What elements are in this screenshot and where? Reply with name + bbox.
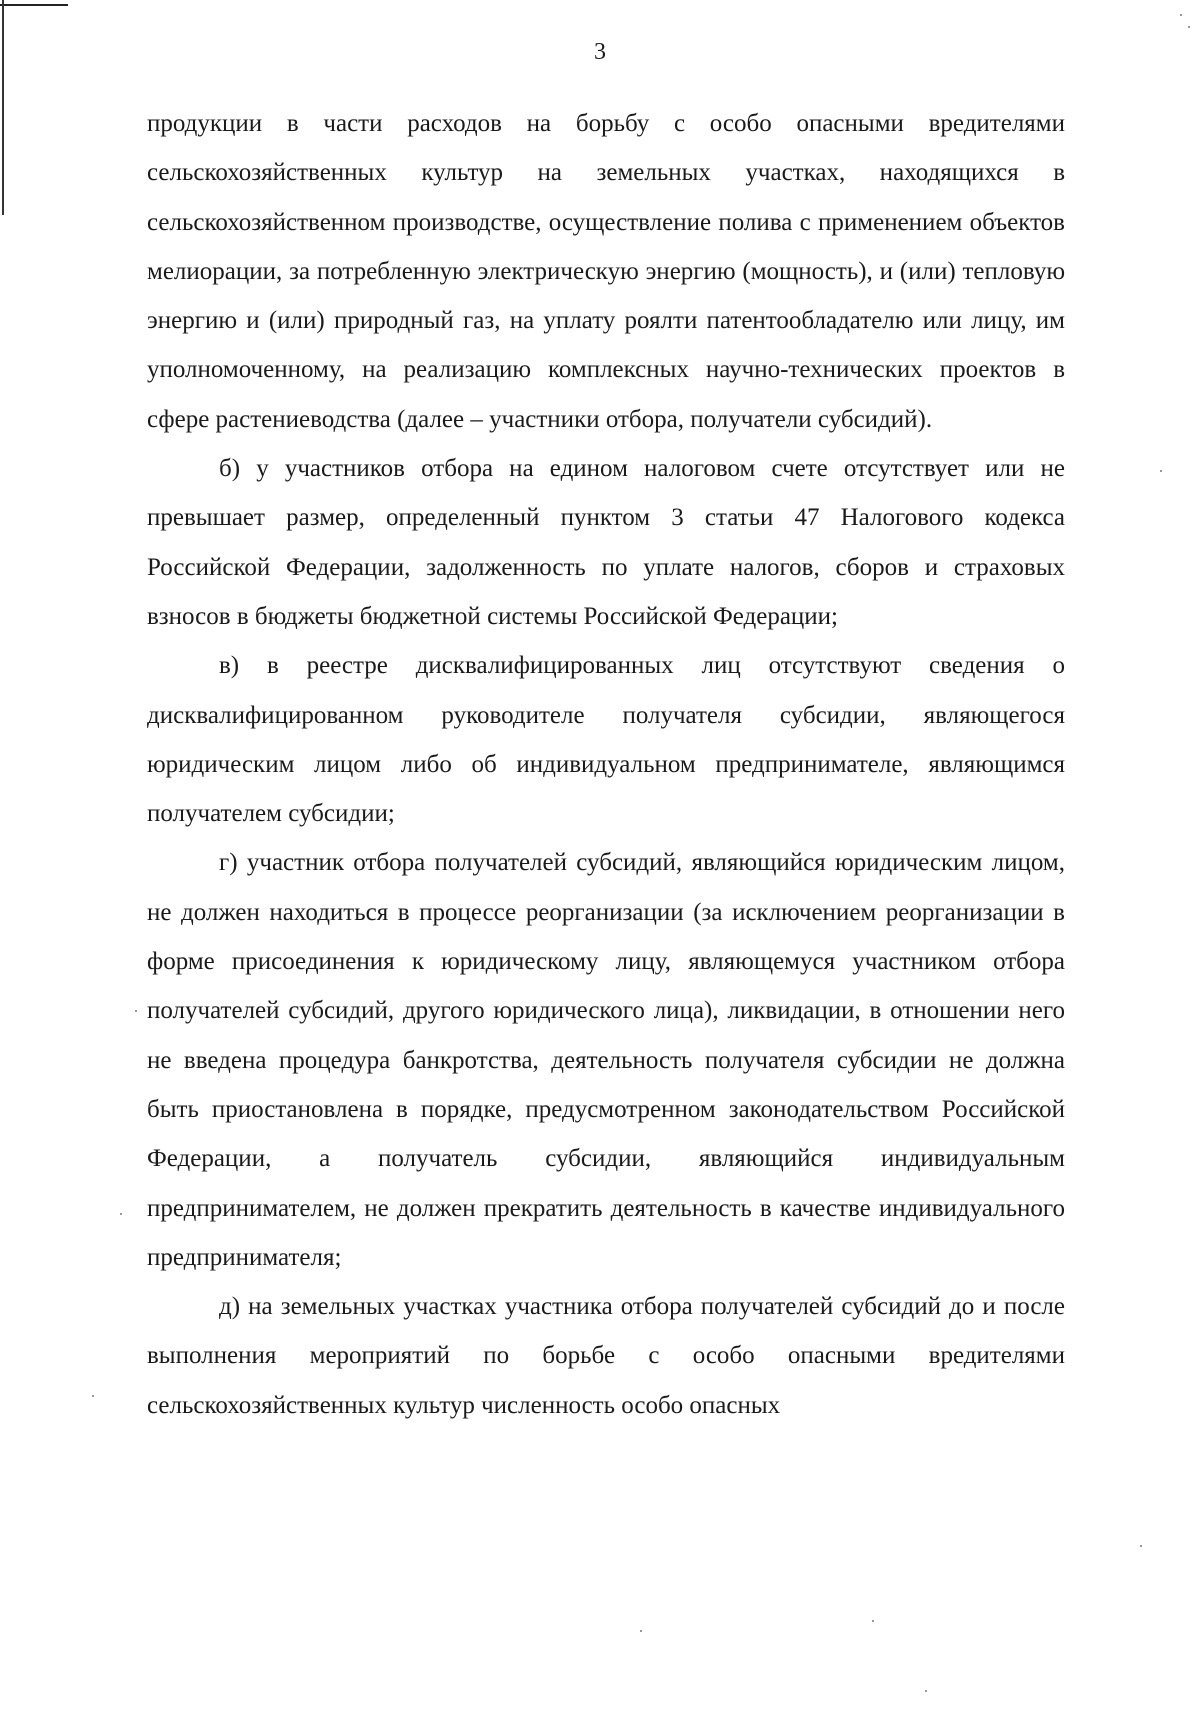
- scan-edge-mark: [0, 4, 68, 6]
- scan-speck: [640, 1630, 642, 1632]
- paragraph-d: д) на земельных участках участника отбора получателей субсидий до и после выполнения мероприятий по борьбе с особо опасными вредителями сельскохозяйственных культур численность особо опасных: [147, 1293, 1065, 1419]
- paragraph-v: в) в реестре дисквалифицированных лиц отсутствуют сведения о дисквалифицированном руководителе получателя субсидии, являющегося юридическим лицом либо об индивидуальном предпринимателе, являющимся получателем субсидии;: [147, 652, 1065, 828]
- scan-speck: [135, 1010, 137, 1012]
- scan-speck: [1160, 470, 1162, 472]
- scan-speck: [120, 1213, 122, 1215]
- scan-speck: [1180, 14, 1182, 16]
- scan-speck: [1188, 26, 1190, 28]
- scan-speck: [925, 1690, 927, 1692]
- paragraph-continuation: продукции в части расходов на борьбу с особо опасными вредителями сельскохозяйственных культур на земельных участках, находящихся в сельскохозяйственном производстве, осуществление полива с применением объектов мелиорации, за потребленную электрическую энергию (мощность), и (или) тепловую энергию и (или) природный газ, на уплату роялти патентообладателю или лицу, им уполномоченному, на реализацию комплексных научно-технических проектов в сфере растениеводства (далее – участники отбора, получатели субсидий).: [147, 110, 1065, 433]
- scan-speck: [872, 1620, 874, 1622]
- scan-speck: [1140, 1545, 1142, 1547]
- scan-speck: [92, 1395, 94, 1397]
- paragraph-g: г) участник отбора получателей субсидий, являющийся юридическим лицом, не должен находиться в процессе реорганизации (за исключением реорганизации в форме присоединения к юридическому лицу, являющемуся участником отбора получателей субсидий, другого юридического лица), ликвидации, в отношении него не введена процедура банкротства, деятельность получателя субсидии не должна быть приостановлена в порядке, предусмотренном законодательством Российской Федерации, а получатель субсидии, являющийся индивидуальным предпринимателем, не должен прекратить деятельность в качестве индивидуального предпринимателя;: [147, 849, 1065, 1271]
- page-number: 3: [594, 39, 606, 65]
- document-body: [147, 99, 1065, 1430]
- paragraph-b: б) у участников отбора на едином налоговом счете отсутствует или не превышает размер, определенный пунктом 3 статьи 47 Налогового кодекса Российской Федерации, задолженность по уплате налогов, сборов и страховых взносов в бюджеты бюджетной системы Российской Федерации;: [147, 455, 1065, 630]
- scan-edge-mark: [2, 0, 4, 215]
